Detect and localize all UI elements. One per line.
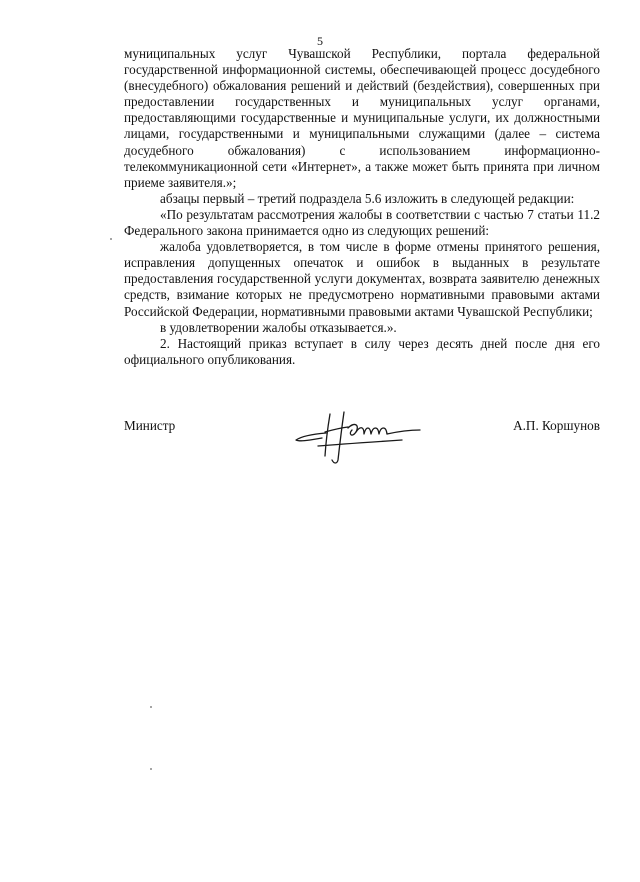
signer-position: Министр xyxy=(124,418,176,433)
paragraph-amendment-intro: абзацы первый – третий подраздела 5.6 изложить в следующей редакции: xyxy=(160,190,575,206)
signature-row xyxy=(124,416,600,476)
paragraph-continuation: муниципальных услуг Чувашской Республики, портала федеральной государственной информационной системы, обеспечивающей процесс досудебного (внесудебного) обжалования решений и действий (бездействия), совершенных при предоставлении государственных и муниципальных услуг органами, предоставляющими государственные и муниципальные услуги, их должностными лицами, государственными и муниципальными служащими (далее – система досудебного обжалования) с использованием информационно-телекоммуникационной сети «Интернет», а также может быть принята при личном приеме заявителя.»; xyxy=(124,46,600,190)
handwritten-signature xyxy=(292,402,432,466)
paragraph-entry-into-force: 2. Настоящий приказ вступает в силу через десять дней после дня его официального опубликования. xyxy=(124,335,600,367)
paragraph-decision-intro: «По результатам рассмотрения жалобы в соответствии с частью 7 статьи 11.2 Федерального закона принимается одно из следующих решений: xyxy=(124,206,600,239)
paragraph-complaint-satisfied: жалоба удовлетворяется, в том числе в форме отмены принятого решения, исправления допущенных опечаток и ошибок в выданных в результате предоставления государственной услуги документах, возврата заявителю денежных средств, взимание которых не предусмотрено нормативными правовыми актами Российской Федерации, нормативными правовыми актами Чувашской Республики; xyxy=(124,239,600,319)
signer-name: А.П. Коршунов xyxy=(513,418,600,433)
scan-speck xyxy=(150,768,152,770)
paragraph-complaint-refused: в удовлетворении жалобы отказывается.». xyxy=(160,319,397,335)
document-body xyxy=(124,46,600,368)
scan-speck xyxy=(110,238,112,240)
scan-speck xyxy=(150,706,152,708)
page-number: 5 xyxy=(317,34,323,48)
